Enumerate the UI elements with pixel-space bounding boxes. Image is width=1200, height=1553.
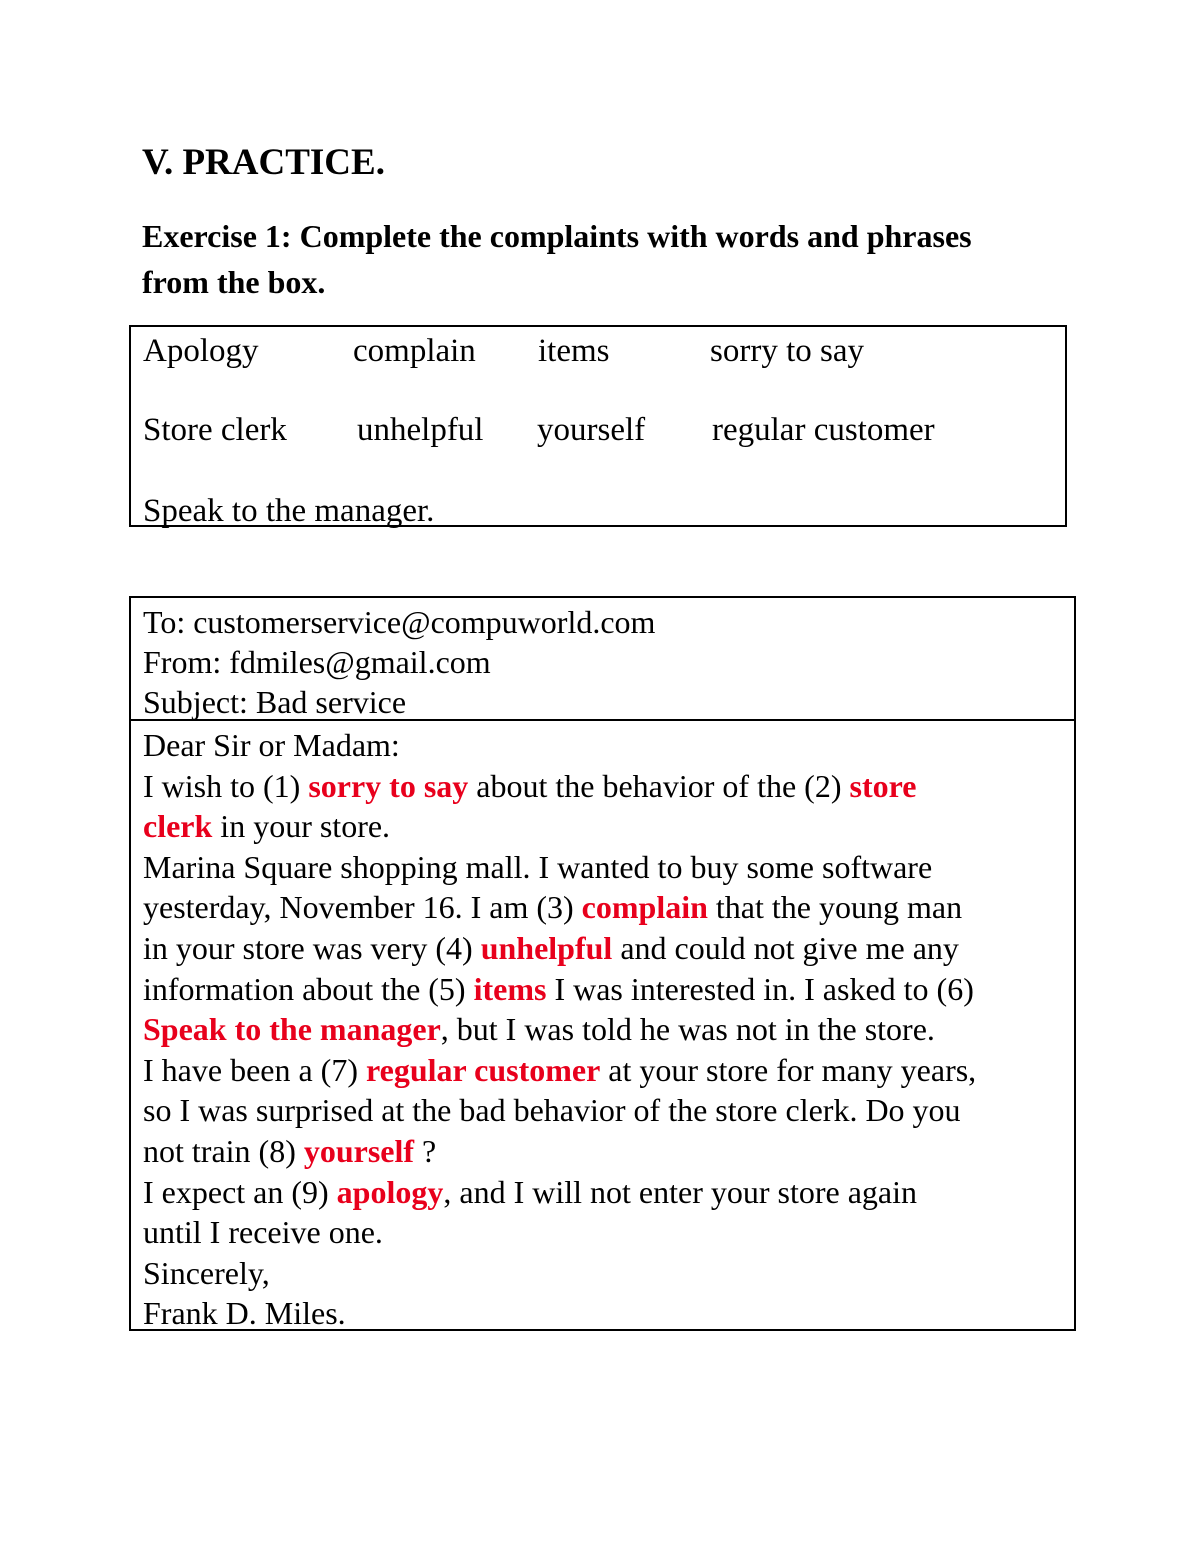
word-bank-item: unhelpful (357, 412, 484, 448)
answer-5: items (473, 970, 547, 1007)
text: ? (414, 1132, 437, 1169)
email-greeting: Dear Sir or Madam: (143, 727, 400, 763)
answer-1: sorry to say (308, 767, 469, 804)
word-bank-item: sorry to say (710, 333, 864, 369)
answer-2: store (849, 767, 917, 804)
text: in your store. (212, 808, 391, 845)
text: I wish to (1) (143, 767, 309, 804)
answer-2-cont: clerk (143, 808, 213, 845)
email-body (131, 721, 1074, 1334)
word-bank-item: Apology (143, 333, 259, 369)
text: in your store was very (4) (143, 929, 481, 966)
answer-9: apology (336, 1173, 444, 1210)
text: that the young man (707, 889, 963, 926)
section-title: V. PRACTICE. (142, 142, 385, 183)
word-bank-item: complain (353, 333, 476, 369)
answer-8: yourself (303, 1132, 415, 1169)
word-bank-item: yourself (537, 412, 646, 448)
text: about the behavior of the (2) (468, 767, 850, 804)
text: I have been a (7) (143, 1051, 366, 1088)
answer-4: unhelpful (480, 929, 613, 966)
text: , but I was told he was not in the store. (440, 1011, 935, 1048)
text: I was interested in. I asked to (6) (546, 970, 974, 1007)
text: , and I will not enter your store again (443, 1173, 917, 1210)
email-from: From: fdmiles@gmail.com (143, 644, 491, 680)
text: I expect an (9) (143, 1173, 337, 1210)
email-line: until I receive one. (143, 1214, 383, 1251)
email-line (143, 806, 1066, 847)
email-signature: Frank D. Miles. (143, 1295, 346, 1332)
word-bank-item: Store clerk (143, 412, 287, 448)
text: information about the (5) (143, 970, 474, 1007)
email-closing: Sincerely, (143, 1254, 270, 1291)
text: at your store for many years, (600, 1051, 977, 1088)
email-line (143, 1172, 1066, 1213)
email-line (143, 1009, 1066, 1050)
email-line: Marina Square shopping mall. I wanted to buy some software (143, 848, 933, 885)
text: yesterday, November 16. I am (3) (143, 889, 582, 926)
email-line (143, 969, 1066, 1010)
email-line: so I was surprised at the bad behavior of the store clerk. Do you (143, 1092, 961, 1129)
email-subject: Subject: Bad service (143, 684, 407, 720)
email-to: To: customerservice@compuworld.com (143, 604, 656, 640)
exercise-instructions-line-2: from the box. (142, 264, 326, 300)
email-line (143, 766, 1066, 807)
email-line (143, 1050, 1066, 1091)
word-bank-box (129, 325, 1067, 527)
email-box (129, 596, 1076, 1331)
text: and could not give me any (612, 929, 959, 966)
word-bank-item: regular customer (712, 412, 935, 448)
word-bank-item: items (538, 333, 610, 369)
email-line (143, 887, 1066, 928)
word-bank-item: Speak to the manager. (143, 493, 435, 529)
email-line (143, 1131, 1066, 1172)
exercise-instructions (142, 213, 1082, 305)
email-header (131, 598, 1074, 721)
exercise-instructions-line-1: Exercise 1: Complete the complaints with words and phrases (142, 218, 972, 254)
answer-7: regular customer (365, 1051, 601, 1088)
answer-6: Speak to the manager (143, 1011, 441, 1048)
answer-3: complain (581, 889, 708, 926)
email-line (143, 928, 1066, 969)
text: not train (8) (143, 1132, 304, 1169)
